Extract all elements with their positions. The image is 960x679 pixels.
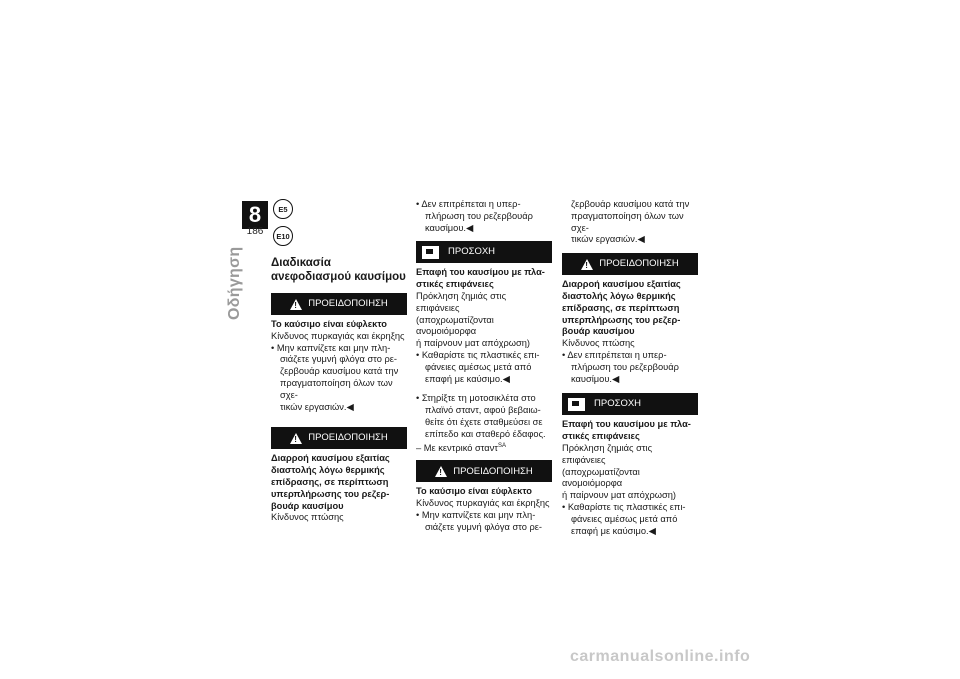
warning-title: Το καύσιμο είναι εύφλεκτο: [416, 486, 532, 497]
attention-bar: [562, 393, 698, 415]
warning-text: Κίνδυνος πυρκαγιάς και έκρηξης: [416, 498, 550, 509]
bullet-cont: σιάζετε γυμνή φλόγα στο ρε-: [280, 354, 398, 365]
bullet-cont: φάνειες αμέσως μετά από: [425, 361, 532, 372]
warning-bar-label: ΠΡΟΕΙΔΟΠΟΙΗΣΗ: [308, 432, 388, 444]
attention-icon: [422, 246, 439, 259]
column-1: [271, 256, 407, 524]
warning-title-line: επίδρασης, σε περίπτωση: [562, 302, 680, 313]
warning-text: Κίνδυνος πυρκαγιάς και έκρηξης: [271, 330, 405, 341]
bullet-item: • Δεν επιτρέπεται η υπερ-: [562, 349, 667, 360]
warning-bar: [416, 460, 552, 482]
warning-bar: [271, 293, 407, 315]
step-option-text: – Με κεντρικό σταντ: [416, 442, 498, 453]
attention-title-line: στικές επιφάνειες: [562, 431, 640, 442]
section-heading: Διαδικασία ανεφοδιασμού καυσίμου: [271, 257, 406, 283]
bullet-cont: ζερβουάρ καυσίμου κατά την: [571, 199, 690, 209]
attention-text-line: ή παίρνουν ματ απόχρωση): [416, 338, 531, 349]
bullet-cont: επαφή με καύσιμο.◀: [571, 525, 656, 536]
bullet-item: • Δεν επιτρέπεται η υπερ-: [416, 199, 521, 209]
step-cont: επίπεδο και σταθερό έδαφος.: [425, 428, 546, 439]
warning-title-line: υπερπλήρωσης του ρεζερ-: [271, 488, 390, 499]
bullet-cont: σιάζετε γυμνή φλόγα στο ρε-: [425, 521, 543, 532]
warning-text: Κίνδυνος πτώσης: [562, 338, 635, 349]
attention-title-line: Επαφή του καυσίμου με πλα-: [562, 419, 691, 430]
warning-bar-label: ΠΡΟΕΙΔΟΠΟΙΗΣΗ: [453, 465, 533, 477]
watermark-text: carmanualsonline.info: [570, 648, 751, 665]
bullet-cont: καυσίμου.◀: [425, 222, 474, 233]
attention-bar-label: ΠΡΟΣΟΧΗ: [594, 398, 642, 410]
bullet-cont: ζερβουάρ καυσίμου κατά την: [280, 366, 399, 377]
bullet-cont: επαφή με καύσιμο.◀: [425, 373, 510, 384]
warning-bar: [562, 253, 698, 275]
attention-title-line: στικές επιφάνειες: [416, 279, 494, 290]
bullet-item: • Καθαρίστε τις πλαστικές επι-: [562, 501, 686, 512]
attention-text-line: Πρόκληση ζημιάς στις επιφάνειες: [562, 442, 653, 465]
warning-triangle-icon: [290, 299, 302, 310]
bullet-cont: πραγματοποίηση όλων των σχε-: [280, 377, 393, 400]
bullet-cont: πραγματοποίηση όλων των σχε-: [571, 210, 684, 233]
step-cont: θείτε ότι έχετε σταθμεύσει σε: [425, 416, 543, 427]
warning-title-line: διαστολής λόγω θερμικής: [562, 290, 676, 301]
column-3: [562, 199, 698, 537]
warning-title-line: βουάρ καυσίμου: [271, 500, 344, 511]
warning-title: Το καύσιμο είναι εύφλεκτο: [271, 319, 387, 329]
page-number: 186: [246, 226, 264, 237]
bullet-cont: τικών εργασιών.◀: [280, 401, 354, 412]
column-2: [416, 199, 552, 534]
warning-bar-label: ΠΡΟΕΙΔΟΠΟΙΗΣΗ: [308, 298, 388, 310]
warning-title-line: Διαρροή καυσίμου εξαιτίας: [562, 279, 681, 290]
attention-title-line: Επαφή του καυσίμου με πλα-: [416, 267, 545, 278]
warning-title-line: διαστολής λόγω θερμικής: [271, 465, 385, 476]
warning-title-line: Διαρροή καυσίμου εξαιτίας: [271, 453, 390, 464]
warning-title-line: βουάρ καυσίμου: [562, 326, 635, 337]
warning-triangle-icon: [581, 259, 593, 270]
step-item: • Στηρίξτε τη μοτοσικλέτα στο: [416, 393, 536, 404]
bullet-item: • Μην καπνίζετε και μην πλη-: [416, 510, 536, 521]
fuel-e10-badge: E10: [273, 226, 293, 246]
bullet-cont: πλήρωση του ρεζερβουάρ: [425, 210, 533, 221]
chapter-number: 8: [242, 201, 268, 229]
chapter-side-title: Οδήγηση: [226, 246, 243, 320]
warning-triangle-icon: [290, 433, 302, 444]
bullet-item: • Μην καπνίζετε και μην πλη-: [271, 342, 391, 353]
warning-bar-label: ΠΡΟΕΙΔΟΠΟΙΗΣΗ: [599, 258, 679, 270]
step-option: [416, 441, 552, 455]
sa-superscript: SA: [497, 442, 506, 449]
attention-text-line: (αποχρωματίζονται ανομοιόμορφα: [416, 314, 494, 337]
warning-triangle-icon: [435, 466, 447, 477]
fuel-e5-badge: E5: [273, 199, 293, 219]
bullet-cont: φάνειες αμέσως μετά από: [571, 513, 678, 524]
bullet-cont: καυσίμου.◀: [571, 373, 620, 384]
warning-text: Κίνδυνος πτώσης: [271, 512, 344, 523]
warning-title-line: υπερπλήρωσης του ρεζερ-: [562, 314, 681, 325]
bullet-cont: τικών εργασιών.◀: [571, 234, 645, 245]
attention-bar: [416, 241, 552, 263]
attention-bar-label: ΠΡΟΣΟΧΗ: [448, 246, 496, 258]
bullet-item: • Καθαρίστε τις πλαστικές επι-: [416, 349, 540, 360]
warning-bar: [271, 427, 407, 449]
warning-title-line: επίδρασης, σε περίπτωση: [271, 476, 389, 487]
attention-text-line: ή παίρνουν ματ απόχρωση): [562, 490, 677, 501]
step-cont: πλαϊνό σταντ, αφού βεβαιω-: [425, 405, 541, 416]
attention-text-line: (αποχρωματίζονται ανομοιόμορφα: [562, 466, 640, 489]
attention-text-line: Πρόκληση ζημιάς στις επιφάνειες: [416, 290, 507, 313]
attention-icon: [568, 398, 585, 411]
bullet-cont: πλήρωση του ρεζερβουάρ: [571, 361, 679, 372]
